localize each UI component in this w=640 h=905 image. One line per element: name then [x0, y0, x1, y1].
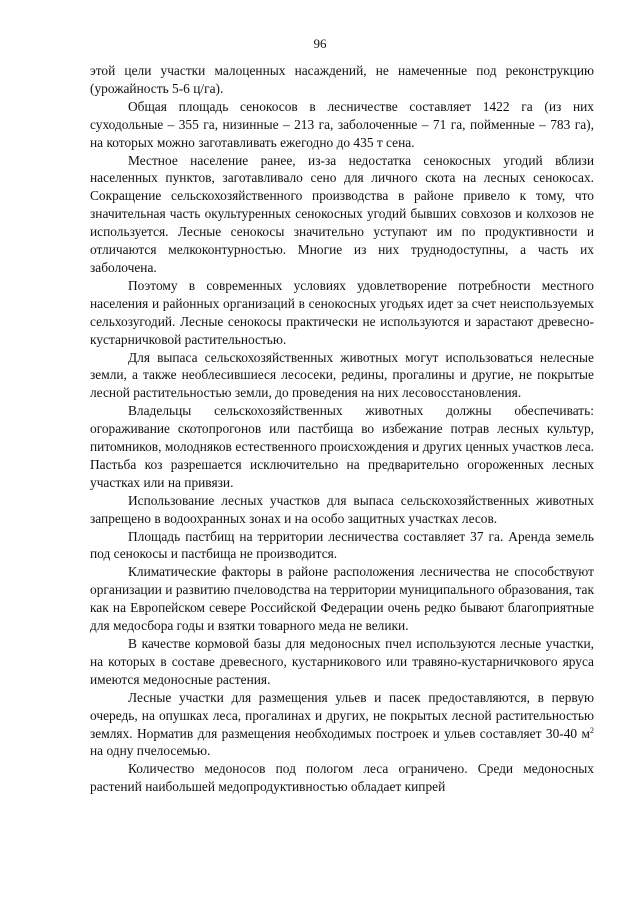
paragraph-livestock-owners: Владельцы сельскохозяйственных животных должны обеспечивать: огораживание скотопрогонов или пастбища во избежание потрав лесных культур, питомников, молодняков естественного происхождения и других ценных участков леса. Пастьба коз разрешается исключительно на предварительно огороженных лесных участках или на привязи. [90, 403, 594, 490]
paragraph-apiary-placement [90, 689, 594, 761]
paragraph-pasture-area: Площадь пастбищ на территории лесничества составляет 37 га. Аренда земель под сенокосы и пастбища не производится. [90, 528, 594, 562]
page-number: 96 [313, 36, 327, 51]
apiary-text: Лесные участки для размещения ульев и пасек предоставляются, в первую очередь, на опушках леса, прогалинах и других, не покрытых лесной растительностью землях. Норматив для размещения необходимых построек и ульев составляет 30-40 м [90, 689, 594, 741]
paragraph-modern-conditions: Поэтому в современных условиях удовлетворение потребности местного населения и районных организаций в сенокосных угодьях идет за счет неиспользуемых сельхозугодий. Лесные сенокосы практически не используются и зарастают древесно-кустарничковой растительностью. [90, 277, 594, 347]
superscript-2: 2 [590, 725, 594, 735]
paragraph-grazing-lands: Для выпаса сельскохозяйственных животных могут использоваться нелесные земли, а также необлесившиеся лесосеки, редины, прогалины и другие, не покрытые лесной растительностью земли, до проведения на них лесовосстановления. [90, 349, 594, 401]
document-body [90, 62, 594, 796]
paragraph-climate-factors: Климатические факторы в районе расположения лесничества не способствуют организации и развитию пчеловодства на территории муниципального образования, так как на Европейском севере Российской Федерации очень редко бывают благоприятные для медосбора годы и взятки товарного меда не велики. [90, 564, 594, 634]
paragraph-hayfield-area: Общая площадь сенокосов в лесничестве составляет 1422 га (из них суходольные – 355 га, низинные – 213 га, заболоченные – 71 га, пойменные – 783 га), на которых можно заготавливать ежегодно до 435 т сена. [90, 98, 594, 150]
apiary-text-end: на одну пчелосемью. [90, 743, 211, 759]
paragraph-grazing-prohibited: Использование лесных участков для выпаса сельскохозяйственных животных запрещено в водоохранных зонах и на особо защитных участках лесов. [90, 492, 594, 526]
paragraph-forage-base: В качестве кормовой базы для медоносных пчел используются лесные участки, на которых в составе древесного, кустарникового или травяно-кустарничкового яруса имеются медоносные растения. [90, 636, 594, 687]
paragraph-continuation: этой цели участки малоценных насаждений, не намеченные под реконструкцию (урожайность 5-6 ц/га). [90, 63, 594, 96]
paragraph-local-population: Местное население ранее, из-за недостатка сенокосных угодий вблизи населенных пунктов, заготавливало сено для личного скота на лесных сенокосах. Сокращение сельскохозяйственного производства в районе привело к тому, что значительная часть окультуренных сенокосных угодий бывших совхозов и колхозов не используется. Лесные сенокосы значительно уступают им по продуктивности и отличаются мелкоконтурностью. Многие из них труднодоступны, а часть их заболочена. [90, 152, 594, 275]
paragraph-honey-plants: Количество медоносов под пологом леса ограничено. Среди медоносных растений наибольшей медопродуктивностью обладает кипрей [90, 761, 594, 795]
